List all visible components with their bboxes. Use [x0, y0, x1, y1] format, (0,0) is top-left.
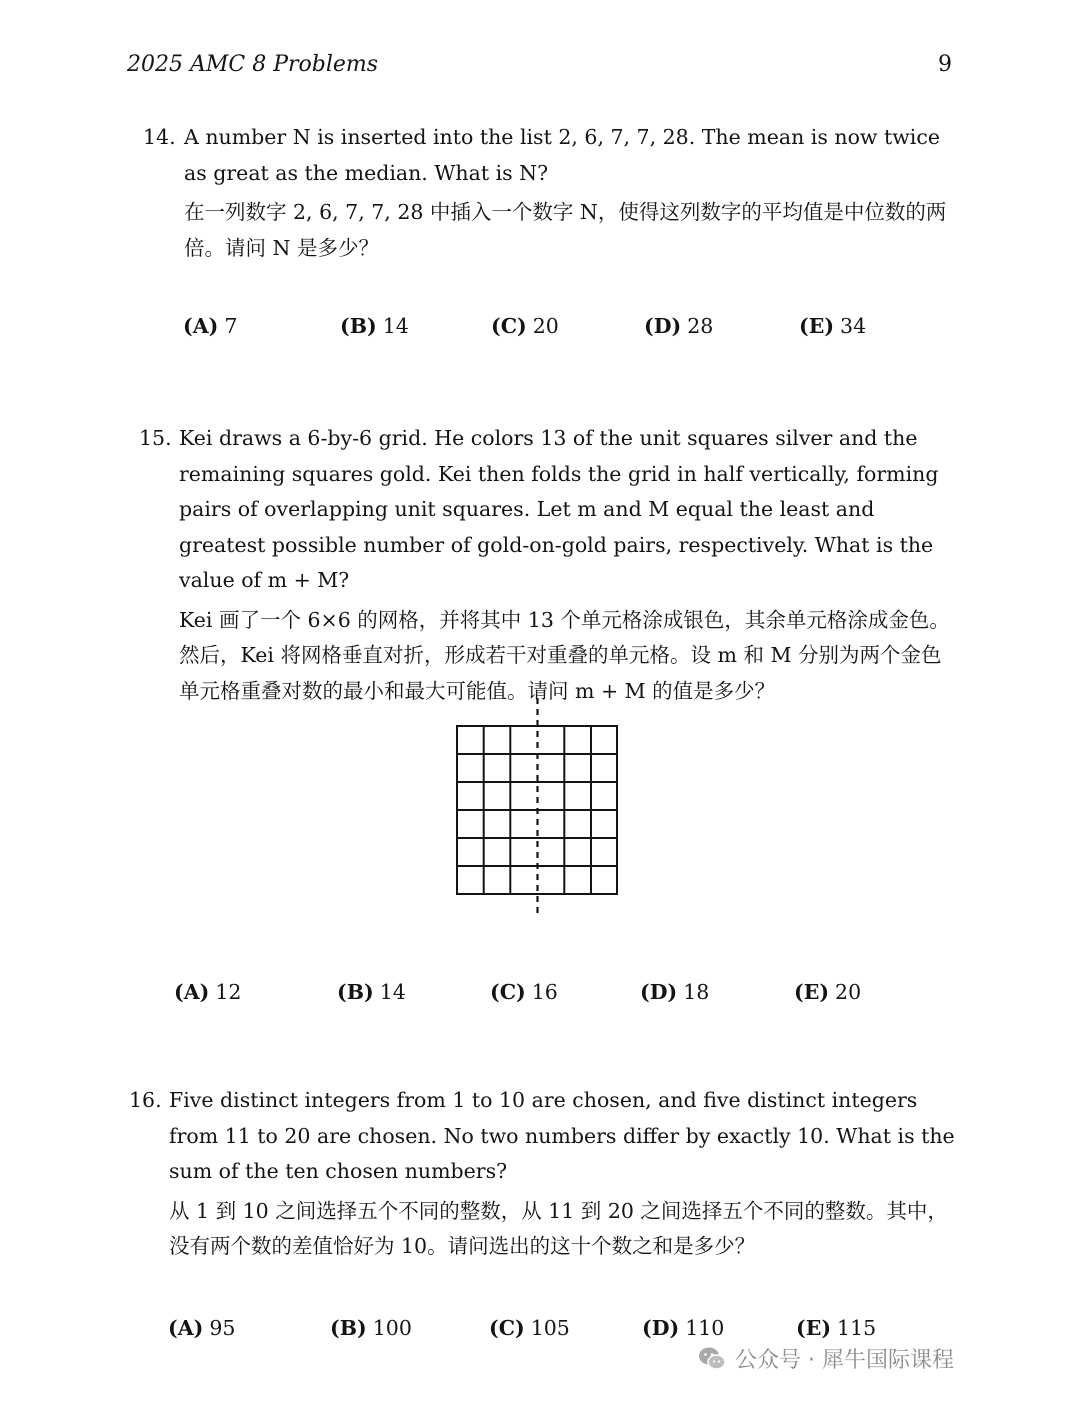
answer-choice-a: (A) 12	[174, 980, 242, 1004]
answer-choice-a: (A) 7	[183, 314, 238, 338]
problem-16	[129, 1083, 955, 1265]
page-header-title: 2025 AMC 8 Problems	[127, 52, 379, 77]
answer-choice-b: (B) 100	[330, 1316, 412, 1340]
problem-text-en: A number N is inserted into the list 2, 6, 7, 7, 28. The mean is now twice as great as the median. What is N?	[184, 125, 940, 185]
problem-number: 14.	[143, 125, 176, 149]
problem-14	[143, 120, 955, 266]
watermark-text: 公众号 · 犀牛国际课程	[735, 1348, 954, 1373]
page-number: 9	[938, 52, 952, 77]
problem-number: 16.	[129, 1088, 162, 1112]
answer-choice-b: (B) 14	[340, 314, 409, 338]
problem-15	[139, 421, 955, 709]
wechat-icon	[697, 1344, 727, 1374]
problem-text-en: Kei draws a 6-by-6 grid. He colors 13 of the unit squares silver and the remaining squares gold. Kei then folds the grid in half vertically, forming pairs of overlapping unit squares. Let m and M equal the least and greatest possible number of gold-on-gold pairs, respectively. What is the value of m + M?	[179, 426, 939, 592]
answer-choice-d: (D) 28	[644, 314, 714, 338]
answer-choice-d: (D) 110	[642, 1316, 725, 1340]
answer-choice-d: (D) 18	[640, 980, 710, 1004]
problem-text-cn: Kei 画了一个 6×6 的网格，并将其中 13 个单元格涂成银色，其余单元格涂成金色。然后，Kei 将网格垂直对折，形成若干对重叠的单元格。设 m 和 M 分别为两个金色单元格重叠对数的最小和最大可能值。请问 m + M 的值是多少？	[179, 607, 950, 703]
answer-choice-a: (A) 95	[168, 1316, 236, 1340]
answer-choice-c: (C) 20	[491, 314, 559, 338]
fold-grid-figure	[456, 697, 620, 923]
answer-choice-e: (E) 34	[799, 314, 867, 338]
problem-text-cn: 在一列数字 2, 6, 7, 7, 28 中插入一个数字 N，使得这列数字的平均值是中位数的两倍。请问 N 是多少？	[184, 200, 947, 260]
answer-choice-c: (C) 105	[489, 1316, 570, 1340]
answer-choice-b: (B) 14	[337, 980, 406, 1004]
answer-choice-c: (C) 16	[490, 980, 558, 1004]
grid-svg	[456, 697, 620, 919]
watermark	[697, 1343, 954, 1374]
problem-number: 15.	[139, 426, 172, 450]
problem-text-en: Five distinct integers from 1 to 10 are chosen, and five distinct integers from 11 to 20 are chosen. No two numbers differ by exactly 10. What is the sum of the ten chosen numbers?	[169, 1088, 955, 1183]
problem-text-cn: 从 1 到 10 之间选择五个不同的整数，从 11 到 20 之间选择五个不同的整数。其中，没有两个数的差值恰好为 10。请问选出的这十个数之和是多少？	[169, 1198, 948, 1258]
answer-choice-e: (E) 20	[794, 980, 862, 1004]
answer-choice-e: (E) 115	[796, 1316, 877, 1340]
